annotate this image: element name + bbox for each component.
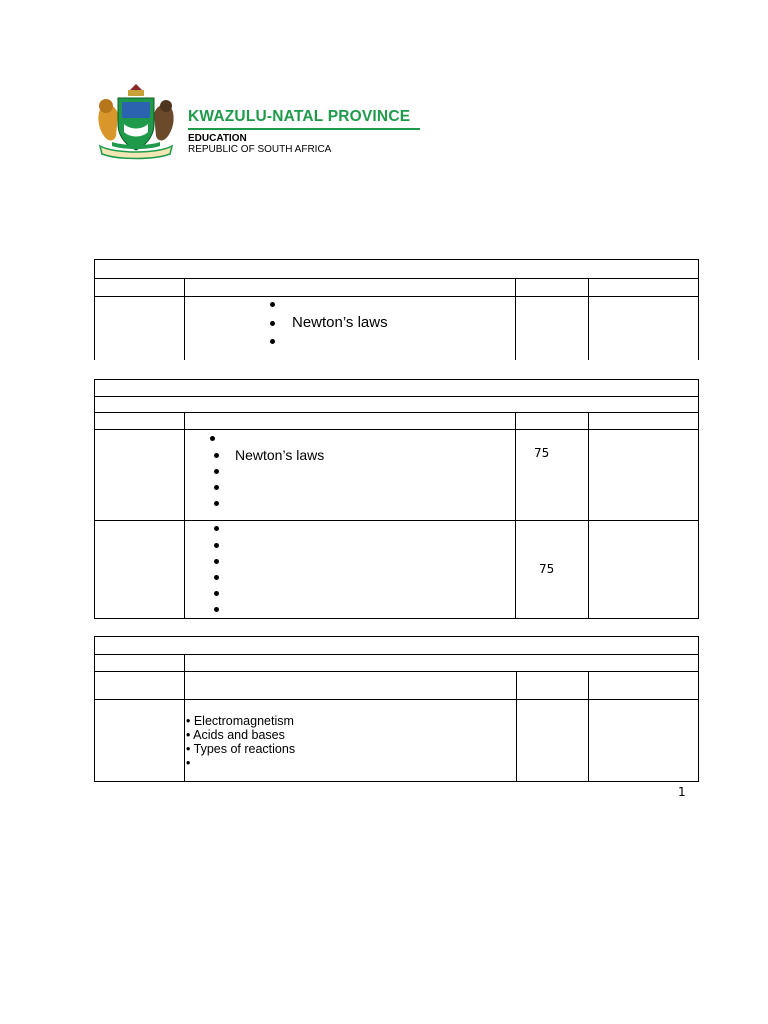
table-line: [184, 654, 185, 782]
list-bullet: [214, 501, 219, 506]
table-line: [94, 636, 95, 782]
table-line: [184, 412, 185, 619]
list-item: Newton’s laws: [292, 314, 388, 331]
page-number: 1: [678, 785, 686, 799]
table-line: [698, 379, 699, 619]
topic-list: [186, 714, 295, 770]
list-item: • Acids and bases: [186, 728, 285, 742]
table-line: [698, 636, 699, 782]
table-line: [94, 396, 699, 397]
table-line: [588, 412, 589, 619]
table-line: [94, 259, 699, 260]
department-header: [188, 108, 420, 156]
table-line: [94, 379, 95, 619]
list-bullet: [214, 543, 219, 548]
list-bullet: [214, 469, 219, 474]
table-line: [588, 671, 589, 782]
list-bullet: [270, 321, 275, 326]
list-bullet: [214, 526, 219, 531]
list-item: • Types of reactions: [186, 742, 296, 756]
department-name: EDUCATION: [188, 132, 247, 144]
list-bullet: [214, 575, 219, 580]
list-bullet: [214, 607, 219, 612]
list-item: • Electromagnetism: [186, 714, 294, 728]
table-line: [94, 259, 95, 360]
table-line: [698, 259, 699, 360]
table-line: [184, 278, 185, 360]
list-bullet: [214, 559, 219, 564]
list-item: •: [186, 756, 191, 770]
province-name: KWAZULU-NATAL PROVINCE: [188, 108, 411, 125]
table-line: [515, 412, 516, 619]
list-bullet: [214, 485, 219, 490]
table-line: [515, 278, 516, 360]
list-item: Newton’s laws: [235, 447, 325, 463]
list-bullet: [214, 591, 219, 596]
table-line: [516, 671, 517, 782]
list-bullet: [214, 453, 219, 458]
coat-of-arms-logo: [94, 84, 178, 162]
table-line: [588, 278, 589, 360]
marks-value: 75: [534, 446, 550, 460]
table-line: [94, 379, 699, 380]
list-bullet: [270, 302, 275, 307]
marks-value: 75: [539, 562, 555, 576]
table-line: [94, 636, 699, 637]
list-bullet: [210, 436, 215, 441]
country-name: REPUBLIC OF SOUTH AFRICA: [188, 143, 332, 155]
list-bullet: [270, 339, 275, 344]
header-rule: [188, 128, 420, 130]
